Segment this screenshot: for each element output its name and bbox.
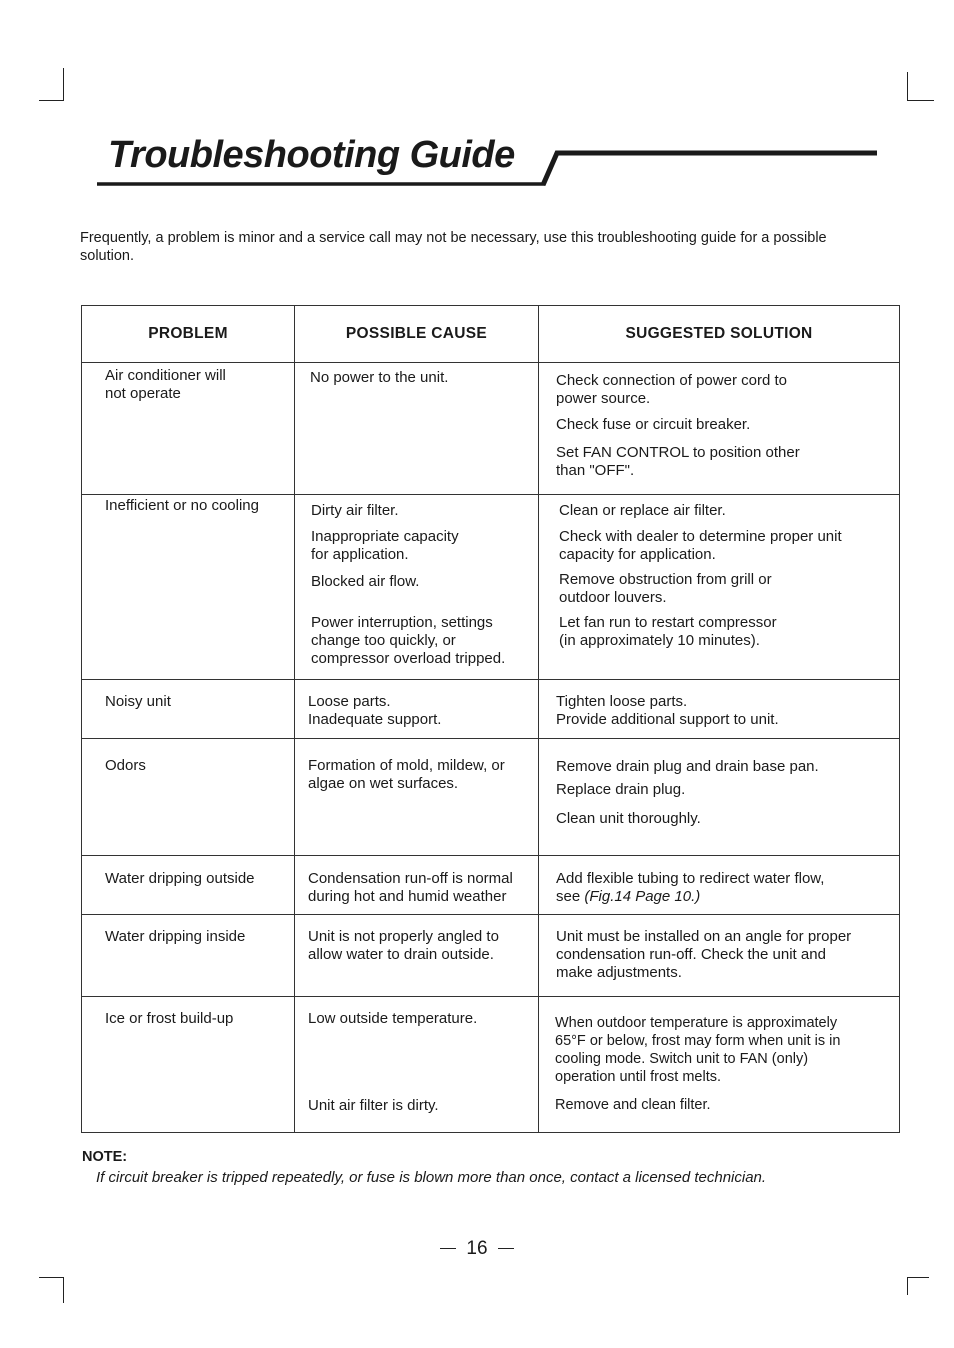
crop-mark-bottom-right-h <box>907 1277 929 1278</box>
cause-text: Condensation run-off is normal during hot and humid weather <box>308 870 513 905</box>
crop-mark-top-right-h <box>907 100 934 101</box>
cause-text: No power to the unit. <box>310 369 449 386</box>
cause-text: Low outside temperature. <box>308 1010 478 1027</box>
solution-cell <box>539 495 900 680</box>
problem-text: Ice or frost build-up <box>105 1010 234 1027</box>
cause-cell <box>295 915 539 997</box>
solution-text: When outdoor temperature is approximately 65°F or below, frost may form when unit is in cooling mode. Switch unit to FAN (only) operation until frost melts. <box>555 1015 841 1085</box>
problem-cell <box>82 739 295 856</box>
header-possible-cause: POSSIBLE CAUSE <box>295 306 539 363</box>
problem-text: Inefficient or no cooling <box>105 497 259 514</box>
solution-text: Check connection of power cord to power source. <box>556 372 787 407</box>
problem-cell <box>82 915 295 997</box>
solution-text: Add flexible tubing to redirect water flow, see (Fig.14 Page 10.) <box>556 870 825 905</box>
cause-cell <box>295 680 539 739</box>
problem-text: Odors <box>105 757 146 774</box>
solution-text: Replace drain plug. <box>556 781 686 798</box>
table-row <box>82 997 900 1133</box>
solution-cell <box>539 997 900 1133</box>
solution-cell <box>539 739 900 856</box>
page-number: 16 <box>0 1238 954 1260</box>
cause-text: Unit is not properly angled to allow water to drain outside. <box>308 928 499 963</box>
cause-text: Formation of mold, mildew, or algae on wet surfaces. <box>308 757 505 792</box>
problem-cell <box>82 856 295 915</box>
solution-cell <box>539 856 900 915</box>
solution-cell <box>539 363 900 495</box>
table-row <box>82 915 900 997</box>
solution-text: Unit must be installed on an angle for proper condensation run-off. Check the unit and make adjustments. <box>556 928 852 981</box>
solution-cell <box>539 915 900 997</box>
crop-mark-top-left-v <box>63 68 64 101</box>
table-row <box>82 739 900 856</box>
page-title: Troubleshooting Guide <box>108 134 515 176</box>
problem-text: Noisy unit <box>105 693 171 710</box>
solution-text: Remove and clean filter. <box>555 1097 711 1113</box>
crop-mark-bottom-left-h <box>39 1277 64 1278</box>
page-number-dash <box>440 1248 456 1249</box>
table-row <box>82 680 900 739</box>
cause-text: Inappropriate capacity for application. <box>311 528 459 563</box>
cause-text: Dirty air filter. <box>311 502 399 519</box>
note-text: If circuit breaker is tripped repeatedly, or fuse is blown more than once, contact a licensed technician. <box>96 1169 767 1186</box>
table-row <box>82 856 900 915</box>
solution-text: Check with dealer to determine proper unit capacity for application. <box>559 528 842 563</box>
crop-mark-top-right-v <box>907 72 908 101</box>
troubleshooting-table <box>81 305 900 1133</box>
crop-mark-bottom-right-v <box>907 1277 908 1295</box>
problem-cell <box>82 495 295 680</box>
cause-cell <box>295 856 539 915</box>
header-problem: PROBLEM <box>82 306 295 363</box>
table-row <box>82 495 900 680</box>
solution-cell <box>539 680 900 739</box>
problem-text: Air conditioner will not operate <box>105 367 226 402</box>
cause-text: Loose parts. Inadequate support. <box>308 693 442 728</box>
problem-cell <box>82 363 295 495</box>
solution-text: Clean unit thoroughly. <box>556 810 701 827</box>
solution-text: Let fan run to restart compressor (in approximately 10 minutes). <box>559 614 777 649</box>
problem-text: Water dripping inside <box>105 928 246 945</box>
cause-text: Blocked air flow. <box>311 573 420 590</box>
solution-text: Remove drain plug and drain base pan. <box>556 758 819 775</box>
solution-text: Check fuse or circuit breaker. <box>556 416 751 433</box>
cause-cell <box>295 495 539 680</box>
cause-text: Unit air filter is dirty. <box>308 1097 439 1114</box>
header-suggested-solution: SUGGESTED SOLUTION <box>539 306 900 363</box>
crop-mark-top-left-h <box>39 100 64 101</box>
problem-cell <box>82 680 295 739</box>
cause-text: Power interruption, settings change too quickly, or compressor overload tripped. <box>311 614 506 667</box>
cause-cell <box>295 997 539 1133</box>
solution-text: Clean or replace air filter. <box>559 502 726 519</box>
note-label: NOTE: <box>82 1149 128 1165</box>
problem-text: Water dripping outside <box>105 870 255 887</box>
crop-mark-bottom-left-v <box>63 1277 64 1303</box>
problem-cell <box>82 997 295 1133</box>
cause-cell <box>295 363 539 495</box>
figure-reference: (Fig.14 Page 10.) <box>584 888 701 905</box>
solution-text: Tighten loose parts. Provide additional support to unit. <box>556 693 779 728</box>
table-header-row <box>82 306 900 363</box>
table-row <box>82 363 900 495</box>
solution-text: Set FAN CONTROL to position other than "OFF". <box>556 444 800 479</box>
solution-text: Remove obstruction from grill or outdoor louvers. <box>559 571 772 606</box>
cause-cell <box>295 739 539 856</box>
page-number-dash <box>498 1248 514 1249</box>
intro-paragraph: Frequently, a problem is minor and a service call may not be necessary, use this troubleshooting guide for a possible solution. <box>80 230 827 264</box>
